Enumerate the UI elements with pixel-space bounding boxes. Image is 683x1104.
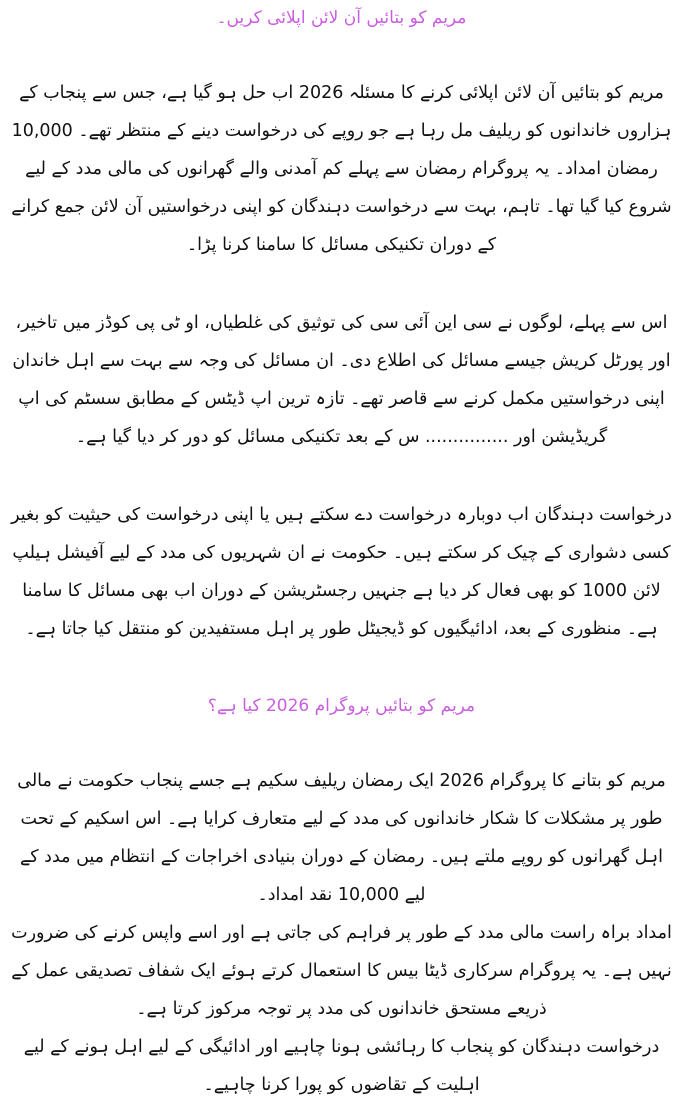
paragraph-eligibility: درخواست دہندگان کو پنجاب کا رہائشی ہونا چاہیے اور ادائیگی کے لیے اہل ہونے کے لیے اہلیت کے تقاضوں کو پورا کرنا چاہیے۔ xyxy=(23,1037,660,1095)
paragraph-reapply-helpline: درخواست دہندگان اب دوبارہ درخواست دے سکتے ہیں یا اپنی درخواست کی حیثیت کو بغیر کسی دشواری کے چیک کر سکتے ہیں۔ حکومت نے ان شہریوں کی مدد کے لیے آفیشل ہیلپ لائن 1000 کو بھی فعال کر دیا ہے جنہیں رجسٹریشن کے دوران اب بھی مسائل کا سامنا ہے۔ منظوری کے بعد، ادائیگیوں کو ڈیجیٹل طور پر اہل مستفیدین کو منتقل کیا جاتا ہے۔ xyxy=(11,505,672,639)
paragraph-program-overview: مریم کو بتانے کا پروگرام 2026 ایک رمضان ریلیف سکیم ہے جسے پنجاب حکومت نے مالی طور پر مشکلات کا شکار خاندانوں کی مدد کے لیے متعارف کرایا ہے۔ اس اسکیم کے تحت اہل گھرانوں کو روپے ملتے ہیں۔ رمضان کے دوران بنیادی اخراجات کے انتظام میں مدد کے لیے 10,000 نقد امداد۔ xyxy=(17,771,666,905)
paragraph-direct-assistance: امداد براہ راست مالی مدد کے طور پر فراہم کی جاتی ہے اور اسے واپس کرنے کی ضرورت نہیں ہے۔ یہ پروگرام سرکاری ڈیٹا بیس کا استعمال کرتے ہوئے ایک شفاف تصدیقی عمل کے ذریعے مستحق خاندانوں کی مدد پر توجہ مرکوز کرتا ہے۔ xyxy=(11,923,672,1019)
section-heading-apply-online: مریم کو بتائیں آن لائن اپلائی کریں۔ xyxy=(216,8,467,28)
paragraph-issue-resolved: مریم کو بتائیں آن لائن اپلائی کرنے کا مسئلہ 2026 اب حل ہو گیا ہے، جس سے پنجاب کے ہزاروں خاندانوں کو ریلیف مل رہا ہے جو روپے کی درخواست دینے کے منتظر تھے۔ 10,000 رمضان امداد۔ یہ پروگرام رمضان سے پہلے کم آمدنی والے گھرانوں کی مالی مدد کے لیے شروع کیا گیا تھا۔ تاہم، بہت سے درخواست دہندگان کو اپنی درخواستیں آن لائن جمع کرانے کے دوران تکنیکی مسائل کا سامنا کرنا پڑا۔ xyxy=(11,83,672,255)
paragraph-earlier-problems: اس سے پہلے، لوگوں نے سی این آئی سی کی توثیق کی غلطیاں، او ٹی پی کوڈز میں تاخیر، اور پورٹل کریش جیسے مسائل کی اطلاع دی۔ ان مسائل کی وجہ سے بہت سے اہل خاندان اپنی درخواستیں مکمل کرنے سے قاصر تھے۔ تازہ ترین اپ ڈیٹس کے مطابق سسٹم کی اپ گریڈیشن اور ............... س کے بعد تکنیکی مسائل کو دور کر دیا گیا ہے۔ xyxy=(12,313,671,447)
section-heading-what-is-program: مریم کو بتائیں پروگرام 2026 کیا ہے؟ xyxy=(207,696,476,716)
